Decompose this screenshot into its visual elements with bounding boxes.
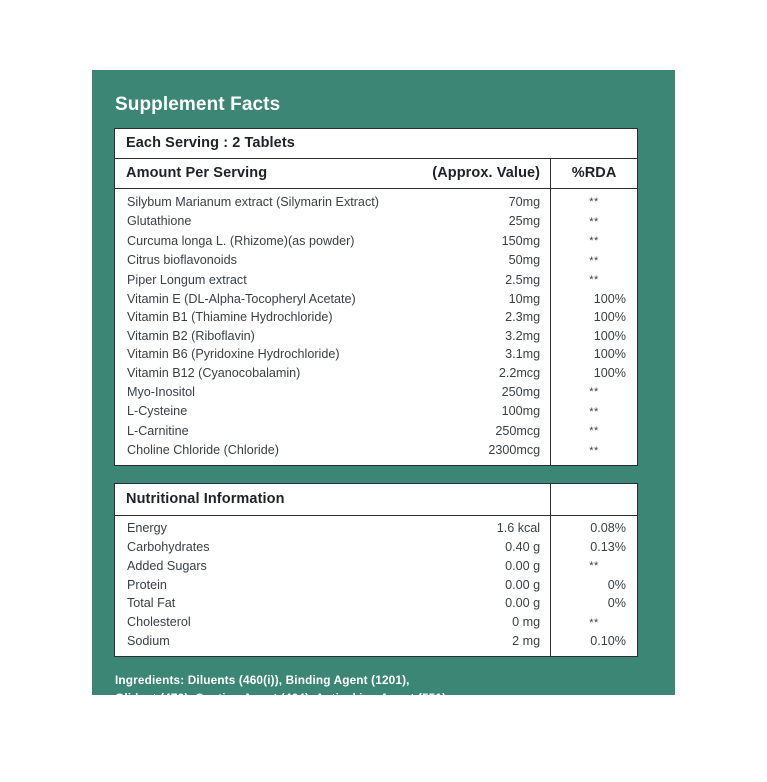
nutrition-section-header-row [115, 484, 638, 516]
row-amount-value: 0.40 g [505, 539, 541, 554]
food-colour-notice: CONTAINS PERMITTED NATURAL AND SYNTHETIC FOOD COLOUR(S) [115, 728, 518, 742]
row-ingredient-name: L-Carnitine [127, 423, 189, 438]
row-rda-value: 0.08% [551, 516, 638, 539]
column-header-amount: (Approx. Value) [431, 159, 551, 189]
row-ingredient-name: Citrus bioflavonoids [127, 253, 237, 267]
row-amount-value: 250mg [501, 384, 541, 399]
row-amount-value: 1.6 kcal [496, 521, 541, 535]
row-rda-value [551, 212, 638, 232]
table-row [115, 383, 638, 403]
supplement-facts-table [114, 128, 638, 466]
column-header-rda: %RDA [551, 159, 638, 189]
row-ingredient-name: Piper Longum extract [127, 272, 247, 287]
table-row [115, 613, 638, 633]
table-row [115, 538, 638, 557]
table-row [115, 576, 638, 595]
ingredients-line-2: Glidant (470), Coating Agent (464), Anticaking Agent (551), [115, 691, 450, 705]
row-rda-value [551, 441, 638, 466]
row-amount-value: 3.2mg [505, 328, 541, 343]
nutritional-information-table [114, 483, 638, 657]
table-row [115, 327, 638, 346]
column-header-name: Amount Per Serving [115, 159, 431, 189]
row-amount-value: 0.00 g [505, 558, 541, 573]
table-row [115, 516, 638, 539]
supplement-facts-panel [92, 70, 675, 779]
row-ingredient-name: Protein [127, 577, 167, 592]
row-ingredient-name: Glutathione [127, 214, 192, 228]
row-amount-value: 100mg [501, 404, 541, 418]
row-ingredient-name: Vitamin B2 (Riboflavin) [127, 328, 255, 343]
overage-line-2: for loss on storage. [115, 765, 228, 779]
row-rda-value [551, 189, 638, 213]
row-ingredient-name: Energy [127, 521, 167, 535]
row-rda-value [551, 232, 638, 252]
row-amount-value: 2.2mcg [498, 365, 541, 380]
table-row [115, 212, 638, 232]
table-row [115, 271, 638, 291]
serving-size-label: Each Serving : 2 Tablets [115, 129, 638, 159]
row-ingredient-name: Choline Chloride (Chloride) [127, 443, 279, 457]
row-amount-value: 10mg [508, 291, 541, 306]
row-rda-value [551, 251, 638, 271]
serving-size-row [115, 129, 638, 159]
row-rda-value [551, 271, 638, 291]
row-ingredient-name: Curcuma longa L. (Rhizome)(as powder) [127, 233, 355, 248]
row-amount-value: 0 mg [512, 615, 541, 629]
row-rda-value: 0.13% [551, 538, 638, 557]
row-rda-value: 0% [551, 595, 638, 614]
table-row [115, 251, 638, 271]
rda-asterisk-mark: ** [589, 444, 599, 457]
row-rda-value: 0% [551, 576, 638, 595]
row-rda-value [551, 402, 638, 422]
row-rda-value: 100% [551, 327, 638, 346]
row-ingredient-name: Vitamin B12 (Cyanocobalamin) [127, 365, 301, 380]
column-header-row [115, 159, 638, 189]
rda-asterisk-mark: ** [589, 616, 599, 629]
row-ingredient-name: Vitamin B6 (Pyridoxine Hydrochloride) [127, 347, 340, 361]
row-rda-value: 100% [551, 290, 638, 309]
row-amount-value: 0.00 g [505, 577, 541, 592]
rda-asterisk-mark: ** [589, 405, 599, 418]
row-rda-value [551, 557, 638, 577]
table-row [115, 346, 638, 365]
table-row [115, 232, 638, 252]
row-rda-value [551, 613, 638, 633]
rda-asterisk-mark: ** [589, 196, 599, 208]
row-ingredient-name: Added Sugars [127, 558, 207, 573]
row-ingredient-name: Vitamin E (DL-Alpha-Tocopheryl Acetate) [127, 291, 356, 306]
rda-asterisk-mark: ** [589, 274, 599, 286]
rda-asterisk-mark: ** [589, 425, 599, 437]
table-row [115, 595, 638, 614]
row-ingredient-name: Myo-Inositol [127, 384, 195, 399]
row-rda-value: 100% [551, 309, 638, 328]
row-amount-value: 150mg [501, 233, 541, 248]
nutrition-section-label: Nutritional Information [115, 484, 551, 516]
ingredients-line-1: Ingredients: Diluents (460(i)), Binding Agent (1201), [115, 672, 410, 687]
table-row [115, 309, 638, 328]
table-row [115, 290, 638, 309]
table-row [115, 441, 638, 466]
row-rda-value: 100% [551, 364, 638, 383]
row-ingredient-name: L-Cysteine [127, 404, 188, 418]
row-rda-value [551, 383, 638, 403]
row-amount-value: 2 mg [512, 634, 541, 648]
row-ingredient-name: Sodium [127, 634, 170, 648]
row-rda-value [551, 422, 638, 442]
row-amount-value: 250mcg [495, 423, 541, 438]
row-ingredient-name: Total Fat [127, 596, 176, 610]
row-amount-value: 25mg [508, 214, 541, 228]
row-ingredient-name: Silybum Marianum extract (Silymarin Extract) [127, 194, 379, 209]
row-amount-value: 2.5mg [505, 272, 541, 287]
rda-asterisk-mark: ** [589, 254, 599, 267]
table-row [115, 633, 638, 657]
row-amount-value: 2.3mg [505, 310, 541, 324]
table-row [115, 364, 638, 383]
rda-asterisk-mark: ** [589, 235, 599, 247]
table-gap [114, 466, 653, 483]
table-row [115, 557, 638, 577]
table-row [115, 402, 638, 422]
table-row [115, 422, 638, 442]
rda-asterisk-mark: ** [589, 386, 599, 398]
row-ingredient-name: Cholesterol [127, 615, 191, 629]
row-ingredient-name: Vitamin B1 (Thiamine Hydrochloride) [127, 310, 333, 324]
ingredients-line-3: Glazing Agent (553 (iii)). [115, 709, 253, 724]
overage-line-1: Appropriate overages of vitamins are added to compensate [115, 746, 457, 761]
row-amount-value: 50mg [508, 253, 541, 267]
row-ingredient-name: Carbohydrates [127, 539, 210, 554]
row-rda-value: 100% [551, 346, 638, 365]
table-row [115, 189, 638, 213]
rda-asterisk-mark: ** [589, 215, 599, 228]
row-rda-value: 0.10% [551, 633, 638, 657]
row-amount-value: 3.1mg [505, 347, 541, 361]
row-amount-value: 70mg [508, 194, 541, 209]
row-amount-value: 2300mcg [488, 443, 541, 457]
rda-asterisk-mark: ** [589, 560, 599, 572]
row-amount-value: 0.00 g [505, 596, 541, 610]
footer-notes [115, 671, 653, 782]
page-title: Supplement Facts [115, 94, 281, 115]
nutrition-section-rda-cell [551, 484, 638, 516]
